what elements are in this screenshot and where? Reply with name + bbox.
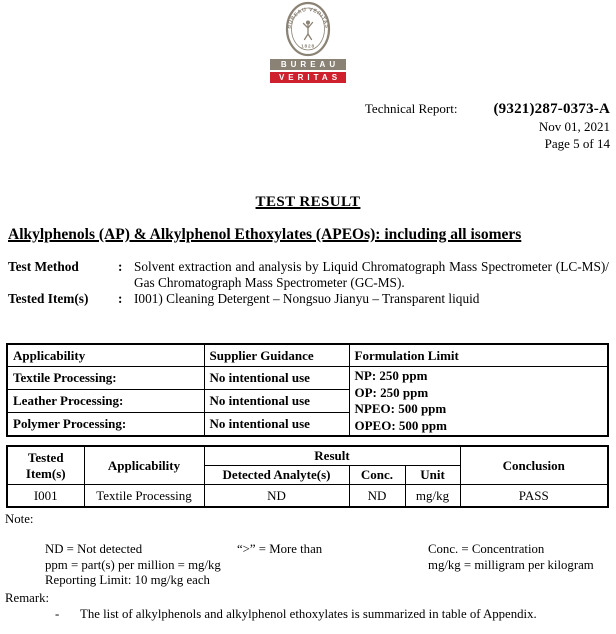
seal-year: 1828 bbox=[301, 44, 315, 50]
seal-arc-text: BUREAU VERITAS bbox=[286, 6, 330, 30]
col-header-detected-analytes: Detected Analyte(s) bbox=[204, 466, 349, 485]
col-header-conclusion: Conclusion bbox=[460, 446, 608, 485]
remark-label: Remark: bbox=[5, 591, 50, 605]
report-header bbox=[320, 101, 610, 152]
table-header-row bbox=[7, 344, 608, 367]
conc-cell: ND bbox=[349, 485, 405, 508]
tested-items-value: I001) Cleaning Detergent – Nongsuo Jianyu – Transparent liquid bbox=[134, 291, 480, 306]
logo-band-veritas: VERITAS bbox=[270, 72, 346, 83]
applicability-cell: Textile Processing bbox=[84, 485, 204, 508]
guidance-cell: No intentional use bbox=[204, 367, 349, 390]
note-col-1 bbox=[45, 542, 237, 589]
formulation-limit-cell bbox=[349, 367, 608, 437]
col-header-applicability: Applicability bbox=[7, 344, 204, 367]
result-header-row-1 bbox=[7, 446, 608, 466]
col-header-supplier-guidance: Supplier Guidance bbox=[204, 344, 349, 367]
test-info bbox=[8, 259, 609, 307]
result-data-row bbox=[7, 485, 608, 508]
note-label: Note: bbox=[5, 512, 34, 526]
report-number: (9321)287-0373-A bbox=[493, 101, 610, 117]
unit-cell: mg/kg bbox=[405, 485, 460, 508]
tested-items-label: Tested Item(s) bbox=[8, 291, 89, 306]
test-method-value: Solvent extraction and analysis by Liquid Chromatograph Mass Spectrometer (LC-MS)/ Gas Chromatograph Mass Spectrometer (GC-MS). bbox=[134, 259, 609, 290]
report-date: Nov 01, 2021 bbox=[538, 119, 610, 134]
colon: : bbox=[118, 291, 123, 306]
page-title: TEST RESULT bbox=[255, 194, 361, 210]
applicability-cell: Textile Processing: bbox=[7, 367, 204, 390]
applicability-cell: Leather Processing: bbox=[7, 389, 204, 412]
col-header-formulation-limit: Formulation Limit bbox=[349, 344, 608, 367]
note-line: ppm = part(s) per million = mg/kg bbox=[45, 557, 221, 572]
col-header-result: Result bbox=[204, 446, 460, 466]
note-line: “>” = More than bbox=[237, 542, 323, 556]
col-header-tested-items: Tested Item(s) bbox=[7, 446, 84, 485]
limit-np: NP: 250 ppm bbox=[354, 368, 428, 383]
limit-op: OP: 250 ppm bbox=[354, 384, 429, 400]
test-method-label: Test Method bbox=[8, 259, 79, 274]
note-col-3 bbox=[428, 542, 614, 589]
conclusion-cell: PASS bbox=[460, 485, 608, 508]
bureau-veritas-logo bbox=[0, 1, 616, 83]
test-method-row bbox=[8, 259, 609, 291]
col-header-unit: Unit bbox=[405, 466, 460, 485]
note-definitions bbox=[45, 542, 614, 589]
section-heading: Alkylphenols (AP) & Alkylphenol Ethoxylates (APEOs): including all isomers bbox=[8, 226, 522, 243]
detected-analyte-cell: ND bbox=[204, 485, 349, 508]
tested-item-cell: I001 bbox=[7, 485, 84, 508]
remark-item bbox=[55, 607, 616, 622]
note-line: Conc. = Concentration bbox=[428, 542, 545, 556]
limit-npeo: NPEO: 500 ppm bbox=[354, 401, 447, 416]
col-header-applicability: Applicability bbox=[84, 446, 204, 485]
note-line: ND = Not detected bbox=[45, 542, 143, 556]
guidance-cell: No intentional use bbox=[204, 389, 349, 412]
technical-report-label: Technical Report: bbox=[364, 101, 458, 116]
note-col-2 bbox=[237, 542, 428, 589]
col-header-conc: Conc. bbox=[349, 466, 405, 485]
note-line: Reporting Limit: 10 mg/kg each bbox=[45, 573, 210, 587]
note-line: mg/kg = milligram per kilogram bbox=[428, 557, 594, 572]
colon: : bbox=[118, 259, 123, 274]
guidance-cell: No intentional use bbox=[204, 412, 349, 436]
page-indicator: Page 5 of 14 bbox=[544, 136, 610, 151]
applicability-table bbox=[6, 343, 609, 437]
table-row bbox=[7, 367, 608, 390]
bv-seal-icon bbox=[266, 1, 350, 57]
logo-band-bureau: BUREAU bbox=[270, 59, 346, 70]
applicability-cell: Polymer Processing: bbox=[7, 412, 204, 436]
tested-items-row bbox=[8, 291, 609, 307]
remark-bullet: - bbox=[55, 607, 60, 621]
result-table bbox=[6, 445, 609, 508]
remark-text: The list of alkylphenols and alkylphenol ethoxylates is summarized in table of Appendix. bbox=[80, 607, 537, 621]
limit-opeo: OPEO: 500 ppm bbox=[354, 417, 447, 433]
